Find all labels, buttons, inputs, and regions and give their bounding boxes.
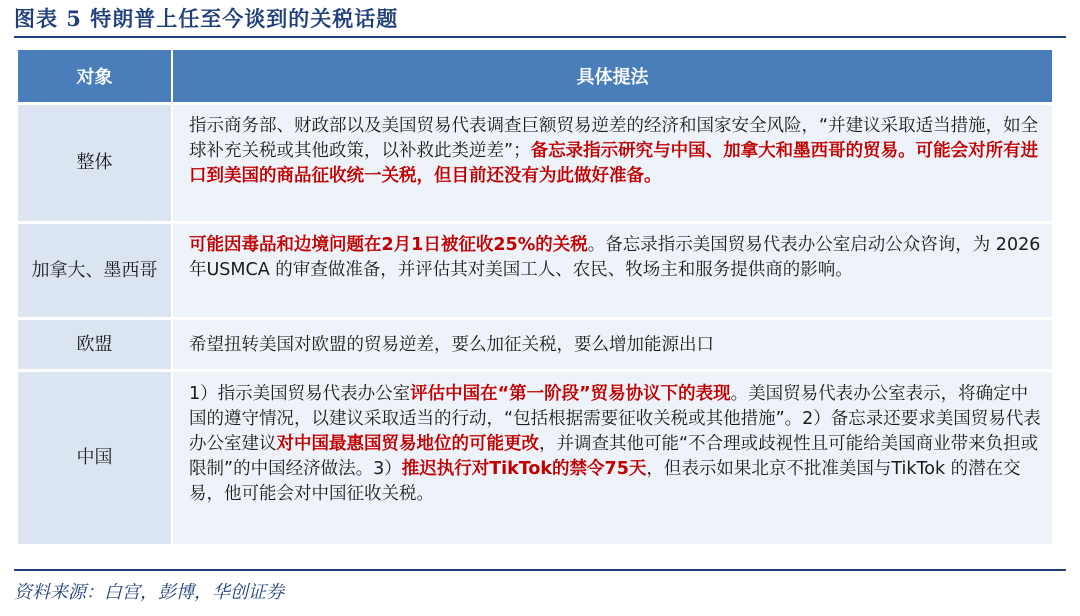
statement-text: 指示商务部、财政部以及美国贸易代表调查巨额贸易逆差的经济和国家安全风险，“并建议采取适当措施，如全球补充关税或其他政策，以补救此类逆差”； (189, 116, 1039, 161)
statement-highlight: 推迟执行对TikTok的禁令75天 (401, 459, 647, 479)
table-header-row (18, 50, 1052, 104)
row-statement (172, 104, 1052, 223)
statement-text: 。备忘录指示美国贸易代表办公室启动公众咨询，为 2026 年USMCA 的审查做准备，并评估其对美国工人、农民、牧场主和服务提供商的影响。 (189, 235, 1041, 280)
statement-text: 1）指示美国贸易代表办公室 (189, 384, 411, 404)
statement-highlight: 评估中国在“第一阶段”贸易协议下的表现 (410, 384, 731, 404)
statement-text: ，并调查其他可能“不合理或歧视性且可能给美国商业带来负担或限制”的中国经济做法。3） (189, 434, 1039, 479)
row-object: 欧盟 (18, 319, 172, 371)
table-row-china (18, 371, 1052, 544)
source-note: 资料来源：白宫，彭博，华创证券 (14, 582, 284, 603)
statement-highlight: 备忘录指示研究与中国、加拿大和墨西哥的贸易。可能会对所有进口到美国的商品征收统一关税，但目前还没有为此做好准备。 (189, 141, 1039, 186)
row-object: 加拿大、墨西哥 (18, 223, 172, 319)
table-row-overall (18, 104, 1052, 223)
tariff-topics-table (18, 50, 1052, 544)
source-divider (14, 569, 1066, 571)
title-divider (14, 36, 1066, 38)
table-row-canada-mexico (18, 223, 1052, 319)
statement-text: 希望扭转美国对欧盟的贸易逆差，要么加征关税，要么增加能源出口 (189, 335, 714, 355)
statement-highlight: 对中国最惠国贸易地位的可能更改 (276, 434, 539, 454)
figure-title: 图表 5 特朗普上任至今谈到的关税话题 (14, 6, 399, 31)
row-statement (172, 223, 1052, 319)
row-object: 中国 (18, 371, 172, 544)
table-row-eu (18, 319, 1052, 371)
row-object: 整体 (18, 104, 172, 223)
statement-text: ，但表示如果北京不批准美国与TikTok 的潜在交易，他可能会对中国征收关税。 (189, 459, 1021, 504)
row-statement (172, 371, 1052, 544)
header-statement: 具体提法 (172, 50, 1052, 104)
statement-highlight: 可能因毒品和边境问题在2月1日被征收25%的关税 (189, 235, 588, 255)
header-object: 对象 (18, 50, 172, 104)
row-statement (172, 319, 1052, 371)
statement-text: 。美国贸易代表办公室表示，将确定中国的遵守情况，以建议采取适当的行动，“包括根据需要征收关税或其他措施”。2）备忘录还要求美国贸易代表办公室建议 (189, 384, 1041, 454)
